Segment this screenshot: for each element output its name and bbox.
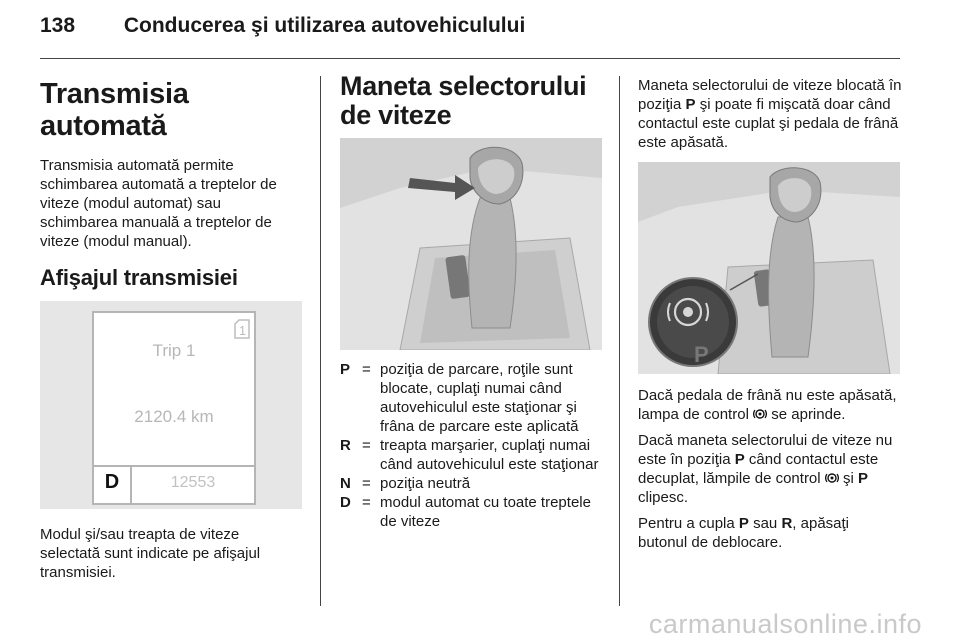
definition-row: [340, 360, 602, 436]
gear-selector-illustration: [340, 138, 602, 350]
display-divider: [94, 465, 254, 467]
gear-key: P: [340, 361, 351, 378]
brake-lamp-figure: [638, 162, 900, 374]
release-button-paragraph: Pentru a cupla P sau R, apăsaţi butonul de deblocare.: [638, 515, 850, 551]
brake-warning-icon: [753, 407, 767, 421]
section-heading: Transmisia automată: [40, 78, 189, 142]
trip-one-icon-label: 1: [238, 323, 247, 338]
transmission-display-figure: [40, 301, 302, 509]
equals-sign: =: [362, 494, 371, 511]
intro-paragraph: Transmisia automată permite schimbarea automată a treptelor de viteze (modul automat) sau schimbarea manuală a treptelor de viteze (modul manual).: [40, 157, 277, 250]
subsection-heading: Afişajul transmisiei: [40, 265, 238, 290]
column-divider: [320, 76, 321, 606]
brake-warning-icon: [825, 471, 839, 485]
section-heading: Maneta selectorului de viteze: [340, 71, 587, 130]
watermark: carmanualsonline.info: [648, 609, 922, 639]
header-rule: [40, 58, 900, 59]
page-number: 138: [40, 14, 76, 37]
column-1: [40, 72, 302, 589]
gear-selector-drawing: [340, 138, 602, 350]
column-2: [340, 72, 602, 531]
transmission-display: [92, 311, 256, 505]
gear-key: R: [340, 437, 351, 454]
gear-position-list: [340, 360, 602, 531]
lock-paragraph: Maneta selectorului de viteze blocată în poziţia P şi poate fi mişcată doar când contactul este cuplat şi pedala de frână este apăsată.: [638, 77, 902, 151]
brake-lamp-paragraph: Dacă pedala de frână nu este apăsată, lampa de control se aprinde.: [638, 387, 897, 423]
gear-description: poziţia neutră: [380, 475, 471, 492]
definition-row: [340, 493, 602, 531]
trip-odometer: 2120.4 km: [134, 407, 214, 426]
display-caption: Modul şi/sau treapta de viteze selectată sunt indicate pe afişajul transmisiei.: [40, 526, 261, 581]
chapter-title: Conducerea şi utilizarea autovehiculului: [123, 14, 526, 37]
gear-description: modul automat cu toate treptele de viteze: [380, 494, 591, 530]
gear-key: D: [340, 494, 351, 511]
gear-selector-inset-drawing: [638, 162, 900, 374]
definition-row: [340, 436, 602, 474]
inset-gear-letter: P: [694, 342, 709, 367]
equals-sign: =: [362, 361, 371, 378]
lamps-blink-paragraph: Dacă maneta selectorului de viteze nu este în poziţia P când contactul este decuplat, lămpile de control şi P clipesc.: [638, 432, 893, 506]
definition-row: [340, 474, 602, 493]
total-odometer: 12553: [170, 474, 216, 491]
gear-description: poziţia de parcare, roţile sunt blocate, cuplaţi numai când autovehiculul este staţionar şi frâna de parcare este aplicată: [380, 361, 579, 435]
trip-label: Trip 1: [152, 341, 196, 360]
gear-indicator: D: [104, 471, 120, 493]
trip-one-icon: [234, 319, 250, 339]
equals-sign: =: [362, 475, 371, 492]
gear-description: treapta marşarier, cuplaţi numai când autovehiculul este staţionar: [380, 437, 599, 473]
column-3: [638, 72, 902, 559]
gear-key: N: [340, 475, 351, 492]
page-header: [40, 14, 525, 38]
equals-sign: =: [362, 437, 371, 454]
column-divider: [619, 76, 620, 606]
